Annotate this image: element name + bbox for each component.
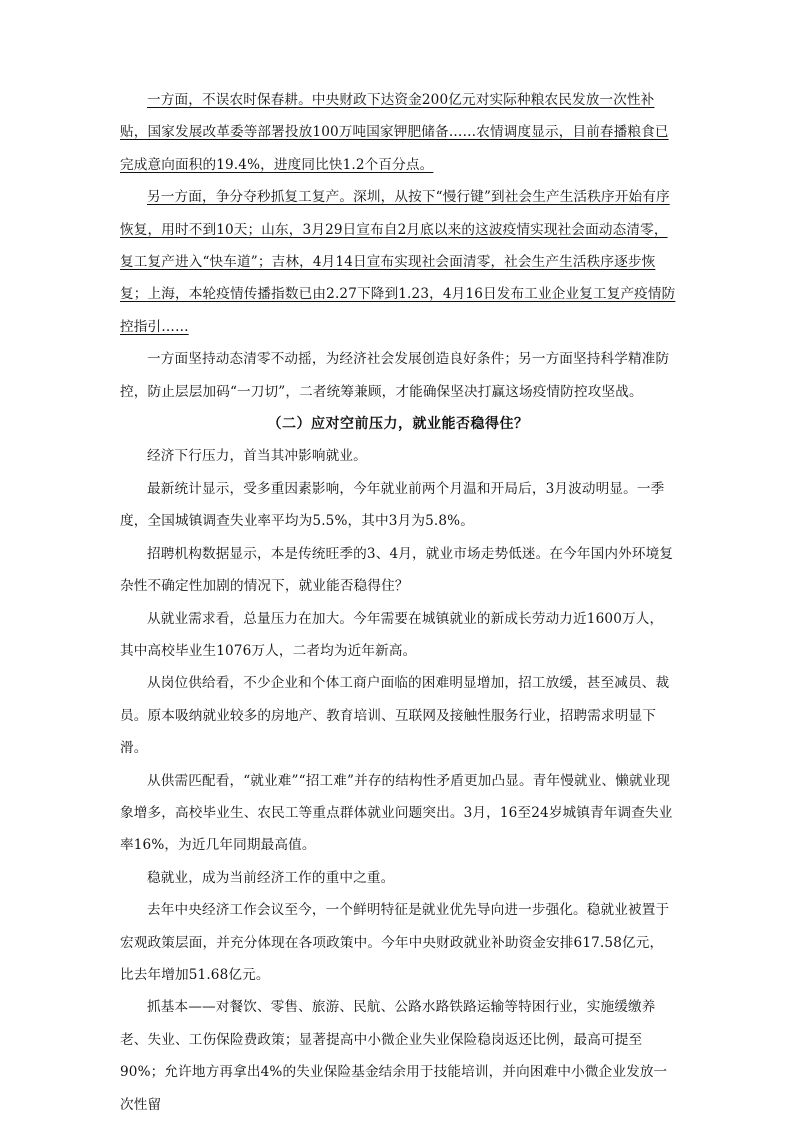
paragraph-supply-demand-match: 从供需匹配看，“就业难”“招工难”并存的结构性矛盾更加凸显。青年慢就业、懒就业现象增多，高校毕业生、农民工等重点群体就业问题突出。3月，16至24岁城镇青年调查失业率16%，为近几年同期最高值。 [120, 772, 673, 854]
paragraph-resume-production: 另一方面，争分夺秒抓复工复产。深圳，从按下“慢行键”到社会生产生活秩序开始有序恢复，用时不到10天；山东，3月29日宣布自2月底以来的这波疫情实现社会面动态清零，复工复产进入“快车道”；吉林，4月14日宣布实现社会面清零，社会生产生活秩序逐步恢复；上海，本轮疫情传播指数已由2.27下降到1.23，4月16日发布工业企业复工复产疫情防控指引…… [120, 189, 676, 335]
paragraph-basic-measures: 抓基本——对餐饮、零售、旅游、民航、公路水路铁路运输等特困行业，实施缓缴养老、失业、工伤保险费政策；显著提高中小微企业失业保险稳岗返还比例，最高可提至90%；允许地方再拿出4%的失业保险基金结余用于技能培训，并向困难中小微企业发放一次性留 [120, 999, 668, 1113]
paragraph-stabilize-employment: 稳就业，成为当前经济工作的重中之重。 [147, 869, 395, 886]
section-heading-employment: （二）应对空前压力，就业能否稳得住？ [267, 416, 529, 433]
paragraph-recruitment-data: 招聘机构数据显示，本是传统旺季的3、4月，就业市场走势低迷。在今年国内外环境复杂性不确定性加剧的情况下，就业能否稳得住？ [120, 545, 674, 595]
paragraph-employment-priority: 去年中央经济工作会议至今，一个鲜明特征是就业优先导向进一步强化。稳就业被置于宏观政策层面，并充分体现在各项政策中。今年中央财政就业补助资金安排617.58亿元，比去年增加51.68亿元。 [120, 902, 670, 983]
document-body [120, 84, 676, 1121]
paragraph-employment-pressure: 经济下行压力，首当其冲影响就业。 [147, 448, 367, 465]
paragraph-latest-statistics: 最新统计显示，受多重因素影响，今年就业前两个月温和开局后，3月波动明显。一季度，全国城镇调查失业率平均为5.5%，其中3月为5.8%。 [120, 480, 665, 530]
paragraph-spring-farming: 一方面，不误农时保春耕。中央财政下达资金200亿元对实际种粮农民发放一次性补贴，国家发展改革委等部署投放100万吨国家钾肥储备……农情调度显示，目前春播粮食已完成意向面积的19.4%，进度同比快1.2个百分点。 [120, 92, 669, 173]
paragraph-dynamic-zero: 一方面坚持动态清零不动摇，为经济社会发展创造良好条件；另一方面坚持科学精准防控，防止层层加码“一刀切”，二者统筹兼顾，才能确保坚决打赢这场疫情防控攻坚战。 [120, 351, 670, 400]
paragraph-employment-demand: 从就业需求看，总量压力在加大。今年需要在城镇就业的新成长劳动力近1600万人，其中高校毕业生1076万人，二者均为近年新高。 [120, 610, 664, 659]
paragraph-job-supply: 从岗位供给看，不少企业和个体工商户面临的困难明显增加，招工放缓，甚至减员、裁员。原本吸纳就业较多的房地产、教育培训、互联网及接触性服务行业，招聘需求明显下滑。 [120, 675, 670, 757]
